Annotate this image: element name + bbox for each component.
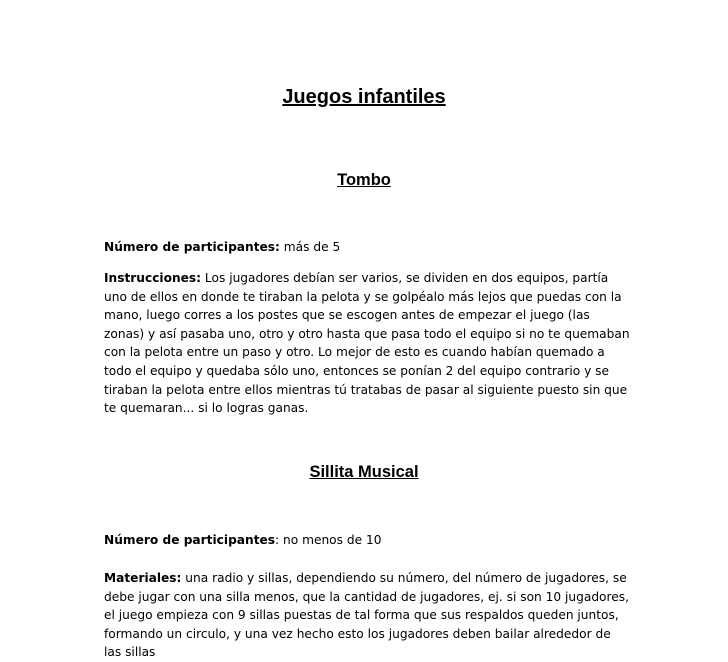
section-title-text: Sillita Musical [309, 463, 419, 481]
materials-label: Materiales: [104, 571, 182, 585]
tombo-participants [104, 238, 630, 257]
document-title: Juegos infantiles [282, 86, 446, 108]
participants-label: Número de participantes: [104, 240, 280, 254]
participants-value: : no menos de 10 [275, 533, 382, 547]
materials-text: una radio y sillas, dependiendo su número, del número de jugadores, se debe jugar con una silla menos, que la cantidad de jugadores, ej. si son 10 jugadores, el juego empieza con 9 sillas puestas de tal forma que sus respaldos queden juntos, formando un circulo, y una vez hecho esto los jugadores deben bailar alrededor de las sillas [104, 571, 629, 660]
tombo-instructions [104, 269, 630, 418]
section-title-text: Tombo [337, 171, 391, 189]
section-title-sillita-musical [0, 463, 728, 482]
participants-value: más de 5 [279, 240, 341, 254]
instructions-text: Los jugadores debían ser varios, se dividen en dos equipos, partía uno de ellos en donde te tiraban la pelota y se golpéalo más lejos que puedas con la mano, luego corres a los postes que se escogen antes de empezar el juego (las zonas) y así pasaba uno, otro y otro hasta que pasa todo el equipo si no te quemaban con la pelota entre un paso y otro. Lo mejor de esto es cuando habían quemado a todo el equipo y quedaba sólo uno, entonces se ponían 2 del equipo contrario y se tiraban la pelota entre ellos mientras tú tratabas de pasar al siguiente puesto sin que te quemaran... si lo logras ganas. [104, 271, 630, 416]
sillita-participants [104, 531, 630, 550]
instructions-label: Instrucciones: [104, 271, 202, 285]
sillita-materials [104, 569, 630, 662]
section-title-tombo [0, 171, 728, 190]
participants-label: Número de participantes [104, 533, 276, 547]
